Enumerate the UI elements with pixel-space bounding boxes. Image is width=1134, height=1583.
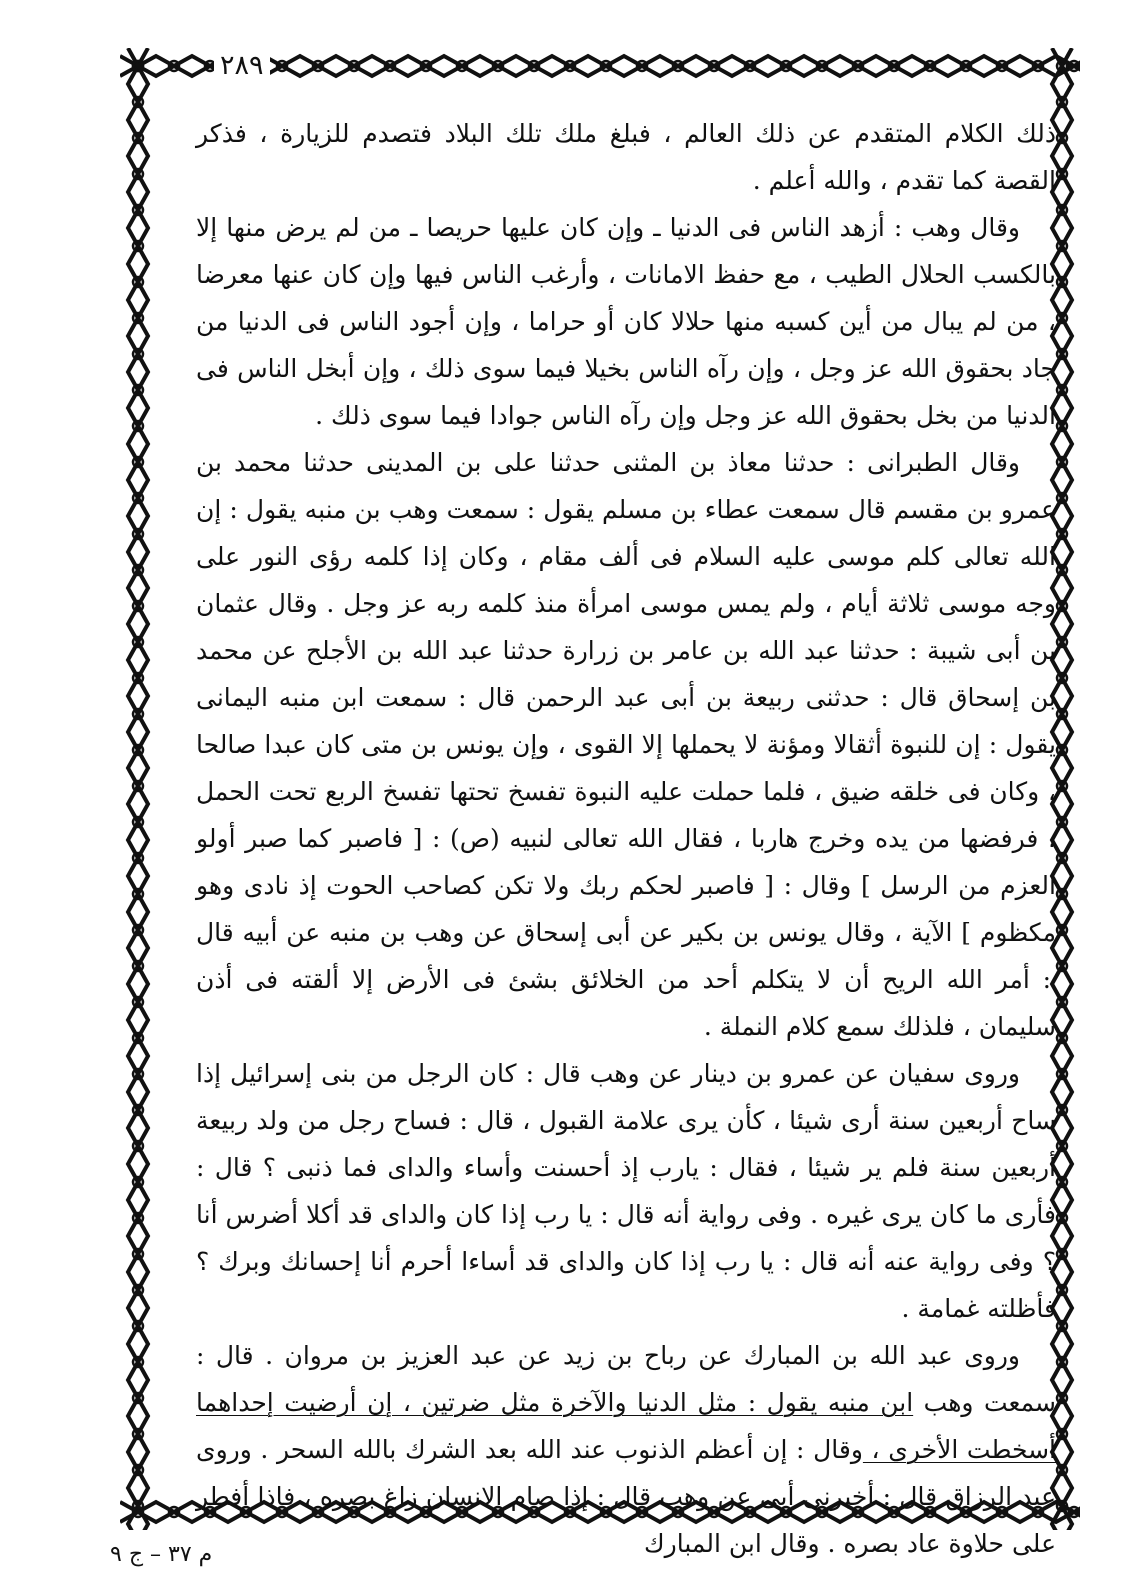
text-line: ذلك الكلام المتقدم عن ذلك العالم ، فبلغ ملك تلك البلاد فتصدم للزيارة ، فذكر القصة كما [196, 119, 1056, 195]
text-line: وروى سفيان عن عمرو بن دينار عن وهب قال : كان الرجل من بنى إسرائيل إذا ساح أربعين [196, 1059, 1056, 1135]
text-line: تقدم ، والله أعلم . [752, 166, 944, 195]
text-line: فقال : يارب إذ أحسنت وأساء والداى فما ذنبى ؟ قال : فأرى ما كان يرى غيره . وفى رواية أنه [196, 1153, 1056, 1229]
text-line: الله تعالى لنبيه (ص) : [ فاصبر كما صبر أولو العزم من الرسل ] وقال : [ فاصبر لحكم ربك ولا تكن [196, 824, 1056, 900]
text-line: ابن منبه يقول : مثل الدنيا والآخرة مثل ضرتين ، إن أرضيت إحداهما أسخطت الأخرى ، [196, 1388, 1056, 1464]
text-line: وروى عبد الله بن المبارك عن رباح بن زيد عن عبد العزيز بن مروان . قال : سمعت وهب [196, 1341, 1056, 1417]
text-line: سليمان ، فلذلك سمع كلام النملة . [703, 1012, 1056, 1041]
text-line: وقال الطبرانى : حدثنا معاذ بن المثنى حدثنا على بن المدينى حدثنا محمد بن عمرو بن مقسم قال [196, 448, 1056, 524]
paragraph [196, 110, 1056, 204]
text-line: عن وهب قال : إذا صام الانسان زاغ بصره ، فاذا أفطر على حلاوة عاد بصره . وقال ابن المبارك [196, 1482, 1056, 1558]
paragraph [196, 1050, 1056, 1332]
text-line: الحلال الطيب ، مع حفظ الامانات ، وأرغب الناس فيها وإن كان عنها معرضا ، من لم يبال من أين [196, 260, 1056, 336]
body-text [196, 110, 1057, 1558]
paragraph [196, 439, 1056, 1050]
text-line: وقال وهب : أزهد الناس فى الدنيا ـ وإن كان عليها حريصا ـ من لم يرض منها إلا بالكسب [196, 213, 1056, 289]
paragraph [196, 1332, 1056, 1567]
text-line: وقال : إن أعظم الذنوب عند الله بعد الشرك بالله السحر . وروى عبد الرزاق قال : أخبرنى أبى [196, 1435, 1057, 1511]
text-line: عز وجل . وقال عثمان بن أبى شيبة : حدثنا عبد الله بن عامر بن زرارة حدثنا عبد الله بن الأجلح [196, 589, 1056, 665]
text-line: قد أساءا أحرم أنا إحسانك وبرك ؟ فأظلته غمامة . [196, 1247, 1056, 1323]
text-line: سمعت عطاء بن مسلم يقول : سمعت وهب بن منبه يقول : إن الله تعالى كلم موسى عليه السلام فى [196, 495, 1056, 571]
paragraph [196, 204, 1056, 439]
text-line: الناس بخيلا فيما سوى ذلك ، وإن أبخل الناس فى الدنيا من بخل بحقوق الله عز وجل وإن رآه [196, 354, 1056, 430]
text-line: سنة أرى شيئا ، كأن يرى علامة القبول ، قال : فساح رجل من ولد ربيعة أربعين سنة فلم ير شيئا ، [196, 1106, 1056, 1182]
text-line: ألف مقام ، وكان إذا كلمه رؤى النور على وجه موسى ثلاثة أيام ، ولم يمس موسى امرأة منذ كلمه ربه [196, 542, 1057, 618]
text-line: للنبوة أثقالا ومؤنة لا يحملها إلا القوى ، وإن يونس بن متى كان عبدا صالحا ، وكان فى خلقه ضيق ، [196, 730, 1056, 806]
text-line: منبه عن أبيه قال : أمر الله الريح أن لا يتكلم أحد من الخلائق بشئ فى الأرض إلا ألقته فى أذن [196, 918, 1052, 994]
text-line: كسبه منها حلالا كان أو حراما ، وإن أجود الناس فى الدنيا من جاد بحقوق الله عز وجل ، وإن رآه [196, 307, 1056, 383]
text-line: الناس جوادا فيما سوى ذلك . [315, 401, 612, 430]
text-line: قال : يا رب إذا كان والداى قد أكلا أضرس أنا ؟ وفى رواية عنه أنه قال : يا رب إذا كان والداى [196, 1200, 1056, 1276]
text-line: عن محمد بن إسحاق قال : حدثنى ربيعة بن أبى عبد الرحمن قال : سمعت ابن منبه اليمانى يقول : إن [196, 636, 1056, 759]
page-number: ٢٨٩ [214, 46, 270, 90]
text-line: فلما حملت عليه النبوة تفسخ تحتها تفسخ الربع تحت الحمل ، فرفضها من يده وخرج هاربا ، فقال [196, 777, 1056, 853]
signature-mark: م ٣٧ – ج ٩ [110, 1542, 213, 1567]
ornamental-border-left [120, 48, 156, 1530]
text-line: كصاحب الحوت إذ نادى وهو مكظوم ] الآية ، وقال يونس بن بكير عن أبى إسحاق عن وهب بن [196, 871, 1056, 947]
